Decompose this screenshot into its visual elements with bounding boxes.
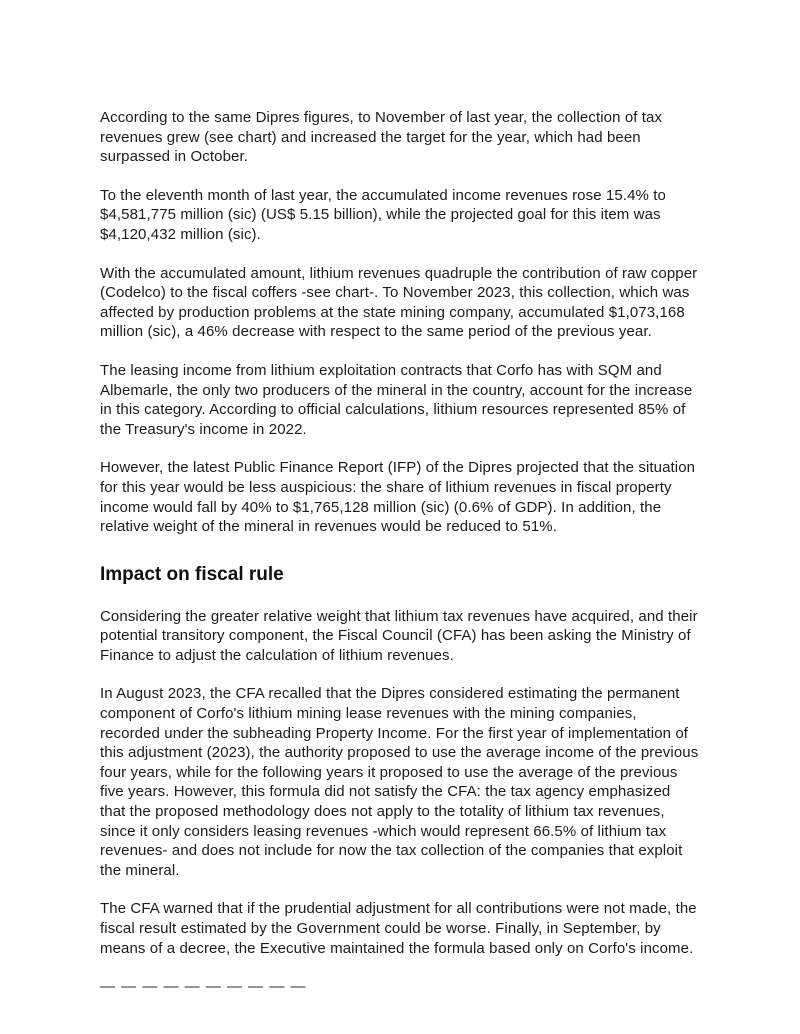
section-heading: Impact on fiscal rule	[100, 563, 284, 585]
section-divider: — — — — — — — — — —	[100, 978, 307, 996]
paragraph: Considering the greater relative weight that lithium tax revenues have acquired, and their potential transitory component, the Fiscal Council (CFA) has been asking the Ministry of Finance to adjust the calculation of lithium revenues.	[100, 607, 698, 664]
paragraph: According to the same Dipres figures, to November of last year, the collection of tax revenues grew (see chart) and increased the target for the year, which had been surpassed in October.	[100, 109, 663, 166]
paragraph: The CFA warned that if the prudential adjustment for all contributions were not made, the fiscal result estimated by the Government could be worse. Finally, in September, by means of a decree, the Executive maintained the formula based only on Corfo's income.	[100, 900, 697, 957]
paragraph: The leasing income from lithium exploitation contracts that Corfo has with SQM and Albemarle, the only two producers of the mineral in the country, account for the increase in this category. According to official calculations, lithium resources represented 85% of the Treasury's income in 2022.	[100, 361, 693, 438]
paragraph: In August 2023, the CFA recalled that the Dipres considered estimating the permanent component of Corfo's lithium mining lease revenues with the mining companies, recorded under the subheading Property Income. For the first year of implementation of this adjustment (2023), the authority proposed to use the average income of the previous four years, while for the following years it proposed to use the average of the previous five years. However, this formula did not satisfy the CFA: the tax agency emphasized that the proposed methodology does not apply to the totality of lithium tax revenues, since it only considers leasing revenues -which would represent 66.5% of lithium tax revenues- and does not include for now the tax collection of the companies that exploit the mineral.	[100, 685, 699, 879]
article-body	[100, 108, 700, 996]
paragraph: However, the latest Public Finance Report (IFP) of the Dipres projected that the situation for this year would be less auspicious: the share of lithium revenues in fiscal property income would fall by 40% to $1,765,128 million (sic) (0.6% of GDP). In addition, the relative weight of the mineral in revenues would be reduced to 51%.	[100, 459, 696, 536]
paragraph: With the accumulated amount, lithium revenues quadruple the contribution of raw copper (Codelco) to the fiscal coffers -see chart-. To November 2023, this collection, which was affected by production problems at the state mining company, accumulated $1,073,168 million (sic), a 46% decrease with respect to the same period of the previous year.	[100, 264, 698, 341]
paragraph: To the eleventh month of last year, the accumulated income revenues rose 15.4% to $4,581,775 million (sic) (US$ 5.15 billion), while the projected goal for this item was $4,120,432 million (sic).	[100, 186, 666, 243]
